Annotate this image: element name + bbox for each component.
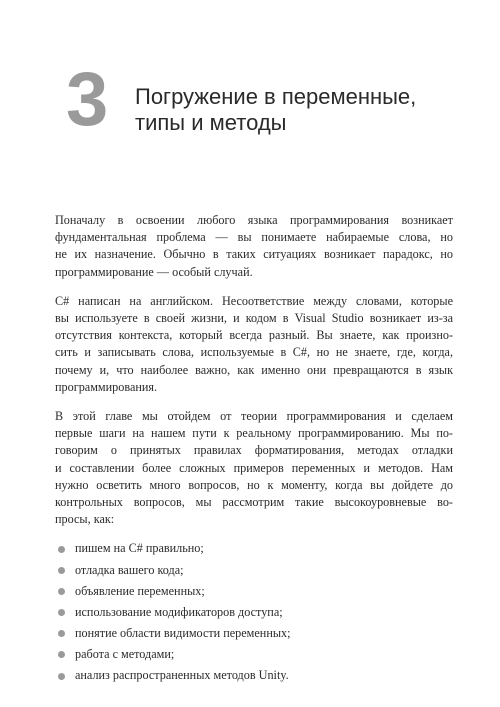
text-line: первые шаги на нашем пути к реальному программированию. Мы по- xyxy=(55,426,453,441)
bullet-icon xyxy=(58,630,65,637)
paragraph xyxy=(55,212,453,281)
text-line: программирования. xyxy=(55,379,158,394)
paragraph xyxy=(55,408,453,528)
text-line: фундаментальная проблема — вы понимаете набираемые слова, но xyxy=(55,230,453,245)
text-line: сить и записывать слова, используемые в C#, но не знаете, где, когда, xyxy=(55,345,453,360)
text-line: не их назначение. Обычно в таких ситуациях возникает парадокс, но xyxy=(55,247,453,262)
text-line: и составлении более сложных примеров переменных и методов. Нам xyxy=(55,460,453,475)
bullet-text: анализ распространенных методов Unity. xyxy=(75,668,289,683)
bullet-icon xyxy=(58,546,65,553)
text-line: программирование — особый случай. xyxy=(55,264,253,279)
text-line: Поначалу в освоении любого языка программирования возникает xyxy=(55,213,453,227)
body-text xyxy=(55,212,453,688)
bullet-icon xyxy=(58,651,65,658)
bullet-item xyxy=(55,646,453,663)
chapter-number: 3 xyxy=(66,57,109,142)
text-line: контрольных вопросов, мы рассмотрим такие высокоуровневые во- xyxy=(55,495,453,510)
chapter-title-line: Погружение в переменные, xyxy=(135,84,417,109)
text-line: почему и, что наиболее важно, как именно они превращаются в язык xyxy=(55,362,453,377)
bullet-text: использование модификаторов доступа; xyxy=(75,604,283,619)
bullet-text: пишем на C# правильно; xyxy=(75,541,204,556)
text-line: вы используете в своей жизни, и кодом в Visual Studio возникает из-за xyxy=(55,311,453,326)
bullet-item xyxy=(55,583,453,600)
text-line: нужно осветить много вопросов, но к моменту, когда вы дойдете до xyxy=(55,477,453,492)
bullet-icon xyxy=(58,567,65,574)
bullet-text: работа с методами; xyxy=(75,646,175,661)
bullet-icon xyxy=(58,588,65,595)
bullet-item xyxy=(55,625,453,642)
bullet-icon xyxy=(58,609,65,616)
bullet-item xyxy=(55,667,453,684)
bullet-text: понятие области видимости переменных; xyxy=(75,625,291,640)
text-line: говорим о принятых правилах форматирования, методах отладки xyxy=(55,443,453,458)
text-line: C# написан на английском. Несоответствие между словами, которые xyxy=(55,293,453,308)
bullet-item xyxy=(55,540,453,557)
text-line: просы, как: xyxy=(55,512,115,527)
bullet-icon xyxy=(58,673,65,680)
chapter-title xyxy=(135,84,465,136)
text-line: отсутствия контекста, который всегда разный. Вы знаете, как произно- xyxy=(55,328,453,343)
bullet-list xyxy=(55,540,453,684)
chapter-title-line: типы и методы xyxy=(135,110,287,135)
bullet-item xyxy=(55,562,453,579)
text-line: В этой главе мы отойдем от теории программирования и сделаем xyxy=(55,409,453,424)
bullet-item xyxy=(55,604,453,621)
bullet-text: объявление переменных; xyxy=(75,583,205,598)
bullet-text: отладка вашего кода; xyxy=(75,562,184,577)
paragraph xyxy=(55,293,453,396)
